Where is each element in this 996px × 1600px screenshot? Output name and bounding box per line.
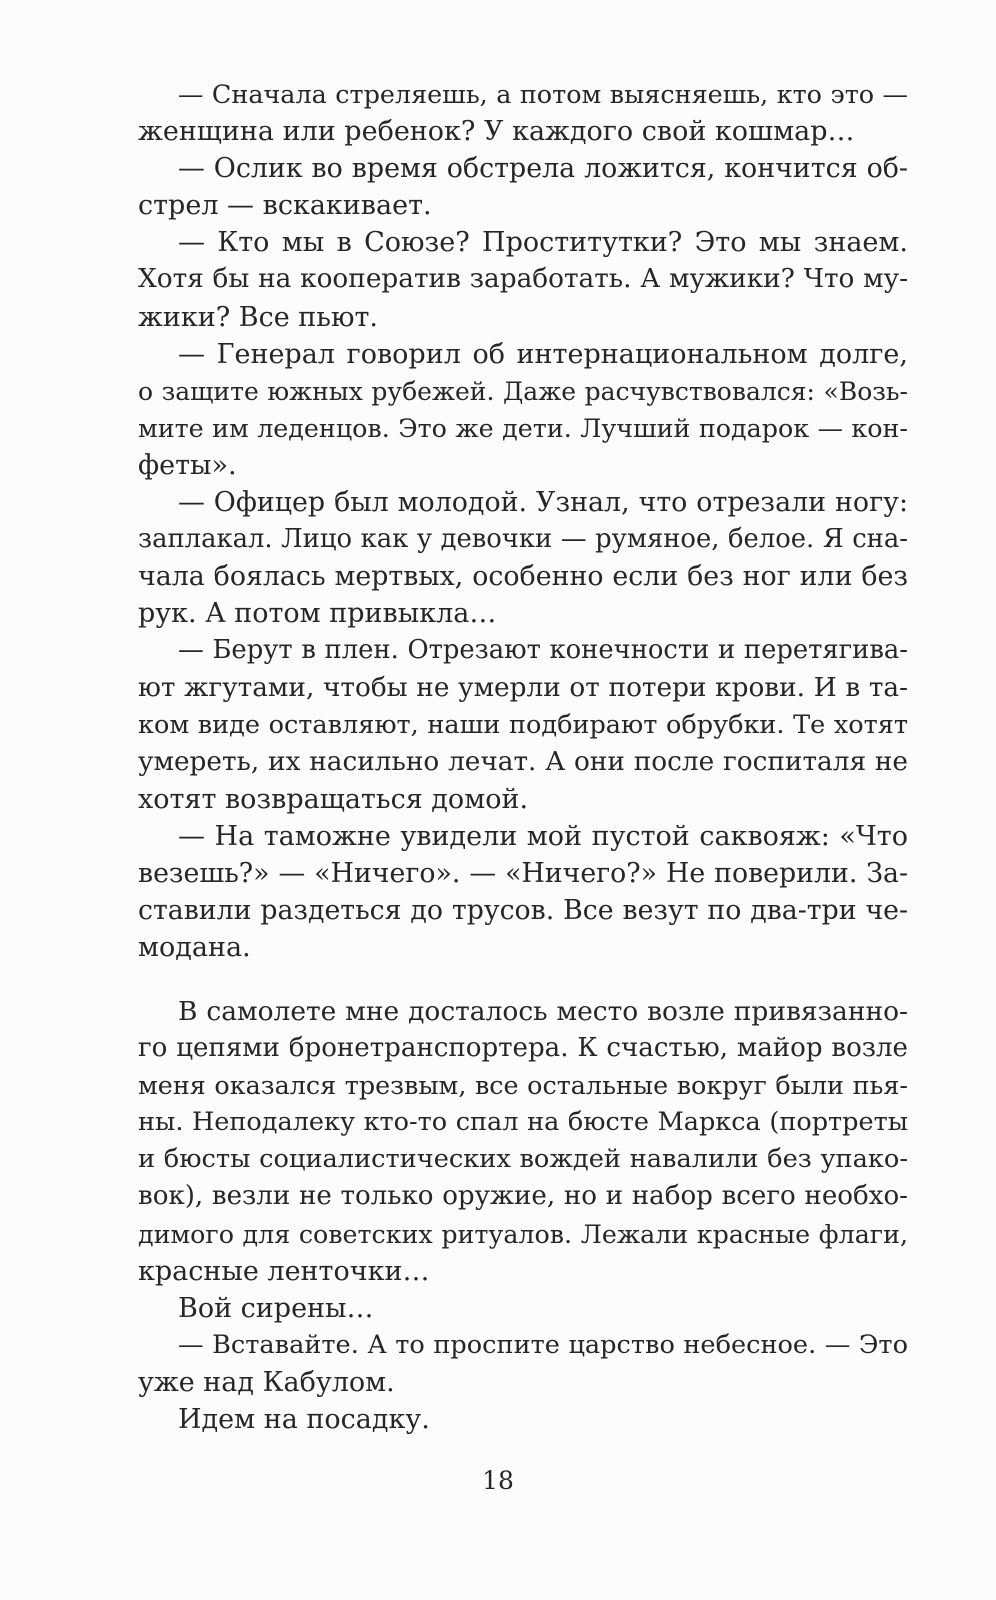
text-line: — Кто мы в Союзе? Проститутки? Это мы знаем. [178, 227, 908, 259]
text-line: меня оказался трезвым, все остальные вокруг были пья- [138, 1070, 908, 1101]
narrative-block [138, 993, 908, 1438]
text-line: уже над Кабулом. [138, 1366, 395, 1398]
dialogue-block [138, 76, 908, 966]
text-line: феты». [138, 449, 237, 481]
text-line: женщина или ребенок? У каждого свой кошмар… [138, 116, 855, 148]
text-line: го цепями бронетранспортера. К счастью, майор возле [138, 1033, 908, 1064]
text-line: жики? Все пьют. [138, 301, 379, 333]
text-line: ны. Неподалеку кто-то спал на бюсте Маркса (портреты [138, 1107, 908, 1138]
text-line: умереть, их насильно лечат. А они после госпиталя не [138, 746, 908, 777]
text-line: ют жгутами, чтобы не умерли от потери крови. И в та- [138, 672, 908, 703]
text-line: В самолете мне досталось место возле привязанно- [178, 996, 908, 1027]
text-line: модана. [138, 932, 251, 964]
text-line: — Офицер был молодой. Узнал, что отрезали ногу: [178, 487, 908, 519]
text-line: Вой сирены… [178, 1292, 374, 1324]
text-line: хотят возвращаться домой. [138, 783, 529, 815]
text-line: — На таможне увидели мой пустой саквояж: «Что [178, 820, 908, 852]
text-line: — Берут в плен. Отрезают конечности и перетягива- [178, 635, 908, 666]
text-line: и бюсты социалистических вождей навалили без упако- [138, 1144, 908, 1175]
text-line: Идем на посадку. [178, 1404, 430, 1436]
text-line: красные ленточки… [138, 1255, 430, 1287]
text-line: стрел — вскакивает. [138, 190, 432, 222]
text-line: рук. А потом привыкла… [138, 598, 497, 630]
text-line: ставили раздеться до трусов. Все везут по два-три че- [138, 895, 908, 927]
text-line: — Сначала стреляешь, а потом выясняешь, кто это — [178, 79, 908, 109]
text-line: Хотя бы на кооператив заработать. А мужики? Что му- [138, 264, 908, 295]
text-line: о защите южных рубежей. Даже расчувствовался: «Возь- [138, 376, 908, 406]
text-line: заплакал. Лицо как у девочки — румяное, белое. Я сна- [138, 524, 908, 555]
text-line: мите им леденцов. Это же дети. Лучший подарок — кон- [138, 412, 908, 443]
text-line: — Вставайте. А то проспите царство небесное. — Это [178, 1329, 908, 1360]
text-line: — Генерал говорил об интернациональном долге, [178, 338, 908, 370]
text-line: ком виде оставляют, наши подбирают обрубки. Те хотят [138, 709, 908, 740]
text-line: вок), везли не только оружие, но и набор всего необхо- [138, 1181, 908, 1212]
text-line: димого для советских ритуалов. Лежали красные флаги, [138, 1218, 908, 1249]
text-line: чала боялась мертвых, особенно если без ног или без [138, 561, 908, 593]
text-line: — Ослик во время обстрела ложится, кончится об- [178, 153, 908, 185]
text-line: везешь?» — «Ничего». — «Ничего?» Не поверили. За- [138, 857, 908, 889]
page-number: 18 [482, 1466, 514, 1495]
